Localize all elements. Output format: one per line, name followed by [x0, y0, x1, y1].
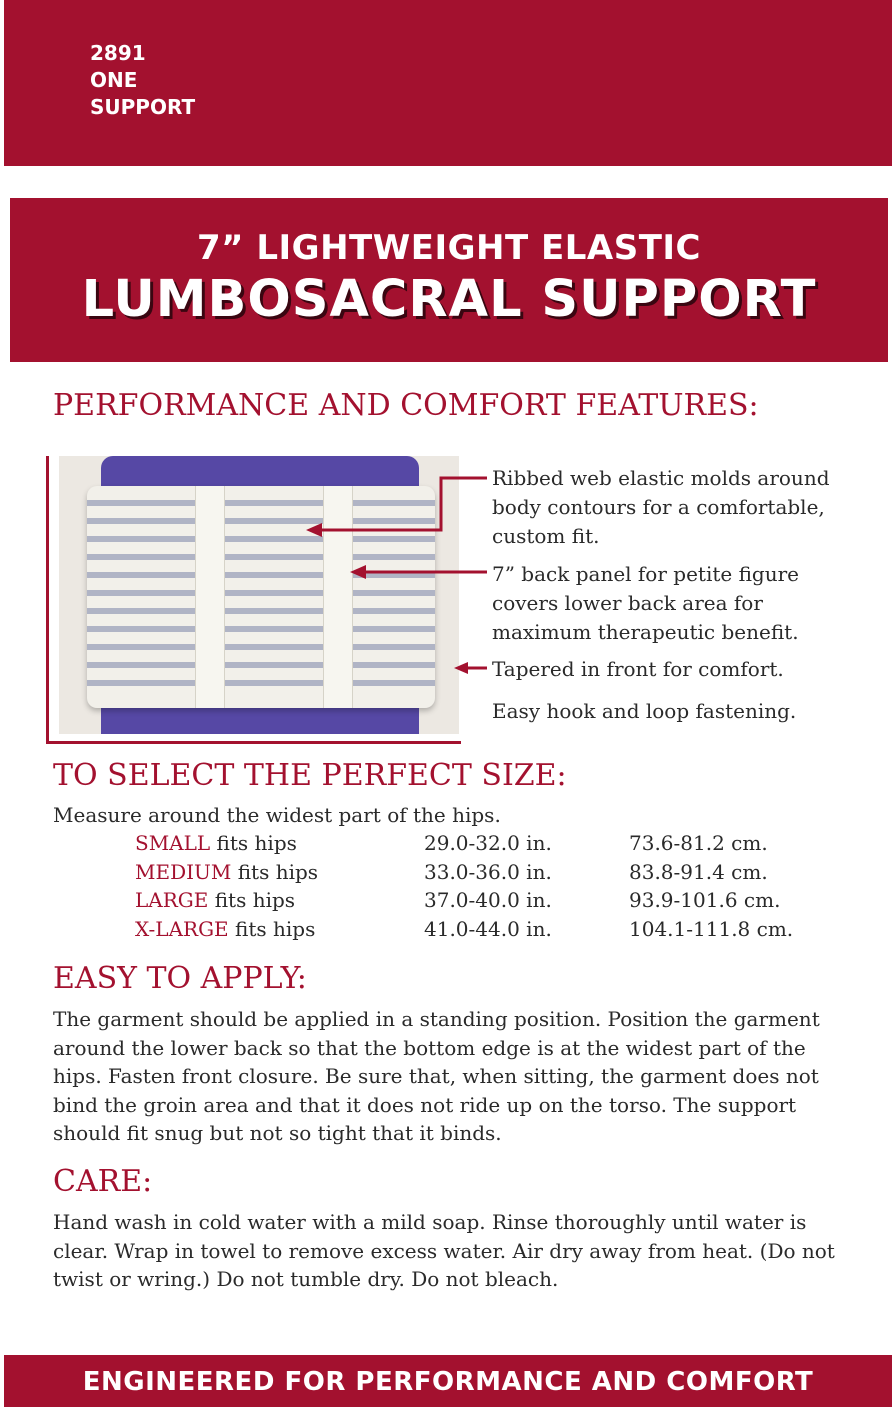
size-cm: 104.1-111.8 cm. — [629, 916, 794, 941]
apply-instructions: The garment should be applied in a standing position. Position the garment around the lower back so that the bottom edge is at the widest part of the hips. Fasten front closure. Be sure that, when sitting, the garment does not bind the groin area and that it does not ride up on the torso. The support should fit snug but not so tight that it binds. — [53, 1007, 820, 1145]
size-row-medium — [135, 860, 835, 889]
size-row-small — [135, 831, 835, 860]
feature-tapered: Tapered in front for comfort. — [492, 657, 784, 681]
size-inches: 41.0-44.0 in. — [424, 916, 552, 941]
size-label: X-LARGE — [135, 916, 229, 941]
size-table — [135, 831, 835, 945]
size-inches: 37.0-40.0 in. — [424, 888, 552, 912]
feature-fastening: Easy hook and loop fastening. — [492, 699, 797, 723]
size-label: LARGE — [135, 888, 209, 912]
callout-arrow-elastic — [320, 478, 487, 530]
size-label: SMALL — [135, 831, 211, 855]
page-title: LUMBOSACRAL SUPPORT — [81, 270, 817, 329]
size-cm: 93.9-101.6 cm. — [629, 888, 781, 912]
size-suffix: fits hips — [231, 859, 319, 884]
size-inches: 33.0-36.0 in. — [424, 859, 552, 884]
features-heading: PERFORMANCE AND COMFORT FEATURES: — [53, 388, 759, 423]
care-heading: CARE: — [53, 1164, 153, 1199]
apply-heading: EASY TO APPLY: — [53, 961, 307, 996]
sizing-heading: TO SELECT THE PERFECT SIZE: — [53, 758, 567, 793]
title-subtitle: 7” LIGHTWEIGHT ELASTIC — [197, 228, 701, 268]
feature-elastic: Ribbed web elastic molds around body contours for a comfortable, custom fit. — [492, 466, 830, 548]
size-row-large — [135, 888, 835, 917]
feature-back-panel: 7” back panel for petite figure covers lower back area for maximum therapeutic benefit. — [492, 562, 799, 644]
footer-tagline: ENGINEERED FOR PERFORMANCE AND COMFORT — [82, 1367, 814, 1397]
size-inches: 29.0-32.0 in. — [424, 831, 552, 855]
product-size-line: ONE — [90, 68, 138, 92]
care-instructions: Hand wash in cold water with a mild soap. Rinse thoroughly until water is clear. Wrap in towel to remove excess water. Air dry away from heat. (Do not twist or wring.) Do not tumble dry. Do not bleach. — [53, 1210, 835, 1291]
size-row-x-large — [135, 917, 835, 946]
size-cm: 73.6-81.2 cm. — [629, 831, 768, 855]
footer-banner — [4, 1355, 892, 1407]
size-suffix: fits hips — [210, 831, 297, 855]
product-code: 2891 — [90, 41, 146, 65]
size-suffix: fits hips — [228, 916, 316, 941]
sizing-intro: Measure around the widest part of the hips. — [53, 803, 501, 827]
product-name-line: SUPPORT — [90, 95, 196, 119]
size-suffix: fits hips — [208, 888, 296, 912]
size-label: MEDIUM — [135, 859, 232, 884]
size-cm: 83.8-91.4 cm. — [629, 859, 768, 884]
